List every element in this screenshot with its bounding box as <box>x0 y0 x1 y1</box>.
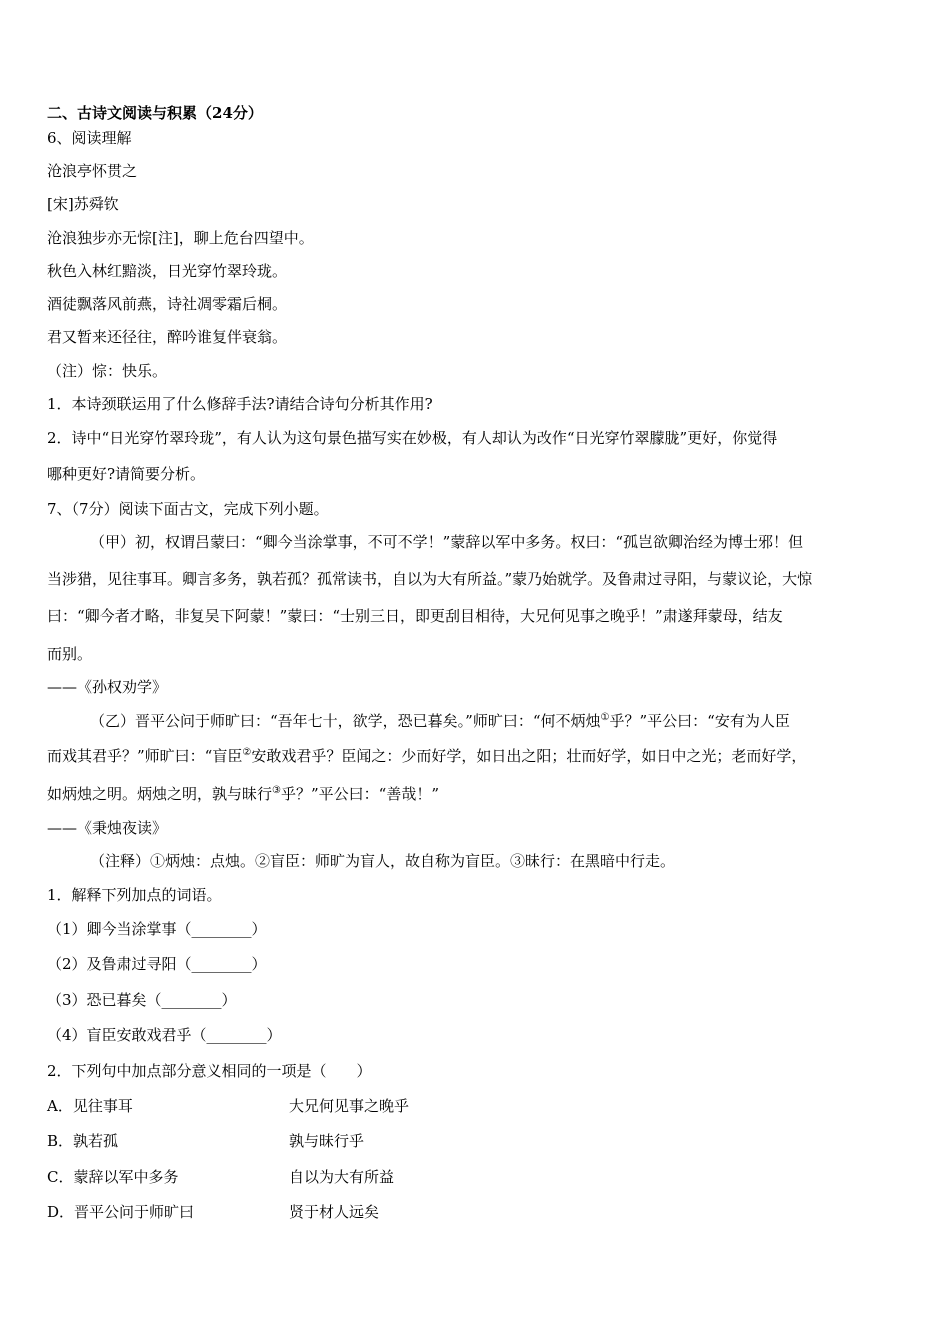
question-6-heading: 6、阅读理解 <box>47 129 132 147</box>
sub-question-2: 2．下列句中加点部分意义相同的一项是（ ） <box>47 1062 372 1080</box>
sub-question-1: 1．解释下列加点的词语。 <box>47 886 222 904</box>
list-item: （3）恐已暮矣（________） <box>47 991 237 1009</box>
poem-line: 君又暂来还径往，醉吟谁复伴衰翁。 <box>47 328 288 346</box>
passage-yi-text: 安敢戏君乎？臣闻之：少而好学，如日出之阳；壮而好学，如日中之光；老而好学， <box>251 747 807 765</box>
passage-yi-text: 乎？”平公曰：“安有为人臣 <box>609 712 790 730</box>
question-6-2-line-1: 2．诗中“日光穿竹翠玲珑”，有人认为这句景色描写实在妙极，有人却认为改作“日光穿竹翠朦胧”更好，你觉得 <box>47 429 778 447</box>
passage-yi-line-1 <box>90 711 910 731</box>
option-b[interactable]: B．孰若孤 孰与昧行乎 <box>47 1132 365 1150</box>
answer-blank[interactable]: ________ <box>206 1026 267 1044</box>
passage-yi-line-3 <box>47 784 910 804</box>
section-title: 二、古诗文阅读与积累（24分） <box>47 104 263 122</box>
passage-jia-line: 当涉猎，见往事耳。卿言多务，孰若孤？孤常读书，自以为大有所益。”蒙乃始就学。及鲁肃过寻阳，与蒙议论，大惊 <box>47 570 813 588</box>
question-7-heading: 7、（7分）阅读下面古文，完成下列小题。 <box>47 500 329 518</box>
passage-yi-text: 而戏其君乎？”师旷曰：“盲臣 <box>47 747 243 765</box>
passage-yi-text: 乎？”平公曰：“善哉！” <box>280 785 439 803</box>
passage-yi-text: （乙）晋平公问于师旷曰：“吾年七十，欲学，恐已暮矣。”师旷曰：“何不炳烛 <box>90 712 601 730</box>
poem-line: 秋色入林红黯淡，日光穿竹翠玲珑。 <box>47 262 288 280</box>
passage-annotation: （注释）①炳烛：点烛。②盲臣：师旷为盲人，故自称为盲臣。③昧行：在黑暗中行走。 <box>90 852 676 870</box>
list-item: （1）卿今当涂掌事（________） <box>47 920 267 938</box>
option-a[interactable]: A．见往事耳 大兄何见事之晚乎 <box>47 1097 410 1115</box>
list-item: （2）及鲁肃过寻阳（________） <box>47 955 267 973</box>
passage-jia-line: 曰：“卿今者才略，非复吴下阿蒙！”蒙曰：“士别三日，即更刮目相待，大兄何见事之晚乎！”肃遂拜蒙母，结友 <box>47 607 783 625</box>
poem-line: 沧浪独步亦无悰[注]，聊上危台四望中。 <box>47 229 314 247</box>
poem-line: 酒徒飘落风前燕，诗社凋零霜后桐。 <box>47 295 288 313</box>
option-d[interactable]: D．晋平公问于师旷曰 贤于材人远矣 <box>47 1203 380 1221</box>
footnote-marker: ③ <box>272 785 281 796</box>
list-item: （4）盲臣安敢戏君乎（________） <box>47 1026 282 1044</box>
footnote-marker: ① <box>600 712 610 723</box>
poem-author: [宋]苏舜钦 <box>47 195 119 213</box>
question-6-2-line-2: 哪种更好?请简要分析。 <box>47 465 206 483</box>
passage-yi-line-2 <box>47 746 910 766</box>
passage-jia-line: 而别。 <box>47 645 93 663</box>
answer-blank[interactable]: ________ <box>191 955 252 973</box>
question-6-1: 1．本诗颈联运用了什么修辞手法?请结合诗句分析其作用? <box>47 395 433 413</box>
poem-title: 沧浪亭怀贯之 <box>47 162 138 180</box>
passage-jia-source: ——《孙权劝学》 <box>47 678 168 696</box>
answer-blank[interactable]: ________ <box>161 991 222 1009</box>
footnote-marker: ② <box>242 747 252 758</box>
passage-yi-source: ——《秉烛夜读》 <box>47 819 168 837</box>
passage-yi-text: 如炳烛之明。炳烛之明，孰与昧行 <box>47 785 273 803</box>
answer-blank[interactable]: ________ <box>191 920 252 938</box>
option-c[interactable]: C．蒙辞以军中多务 自以为大有所益 <box>47 1168 395 1186</box>
passage-jia-line: （甲）初，权谓吕蒙曰：“卿今当涂掌事，不可不学！”蒙辞以军中多务。权曰：“孤岂欲卿治经为博士邪！但 <box>90 533 804 551</box>
poem-note: （注）悰：快乐。 <box>47 362 168 380</box>
